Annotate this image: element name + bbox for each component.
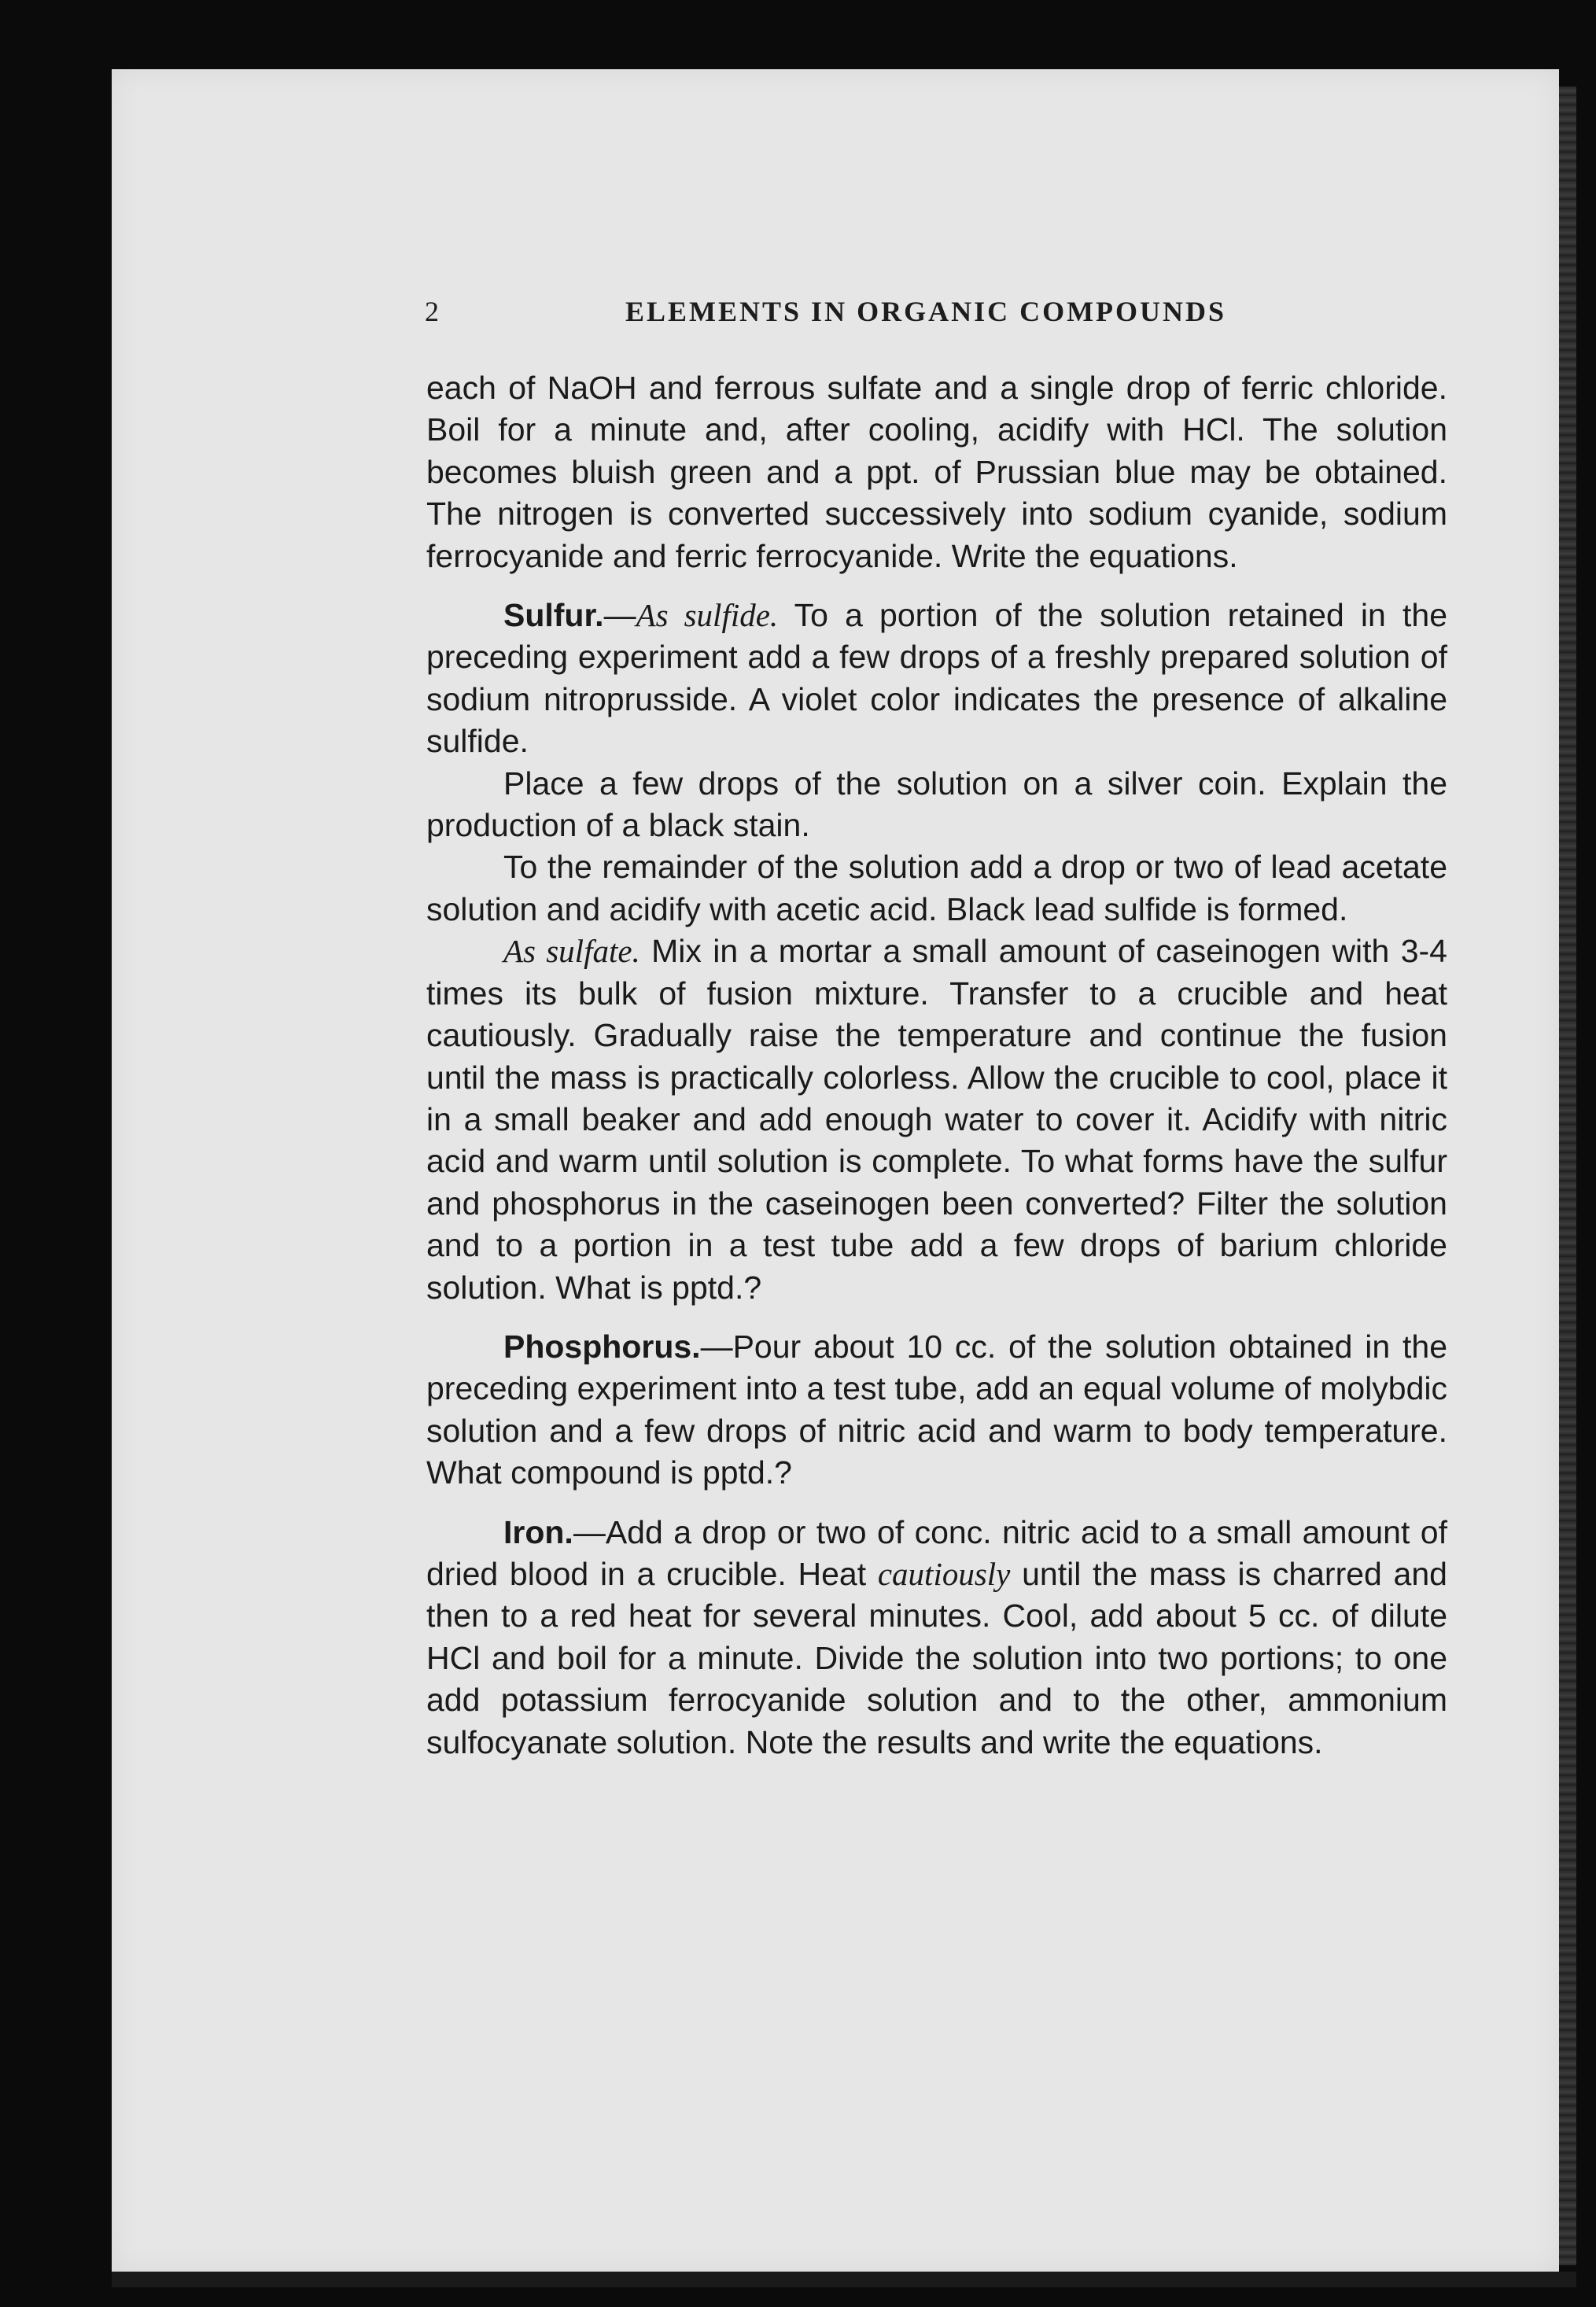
paragraph-nitrogen-continued: [426, 367, 1447, 577]
section-heading-sulfur: Sulfur.: [503, 597, 604, 634]
subheading-as-sulfide: As sulfide.: [636, 597, 779, 634]
paragraph-text: To a portion of the solution retained in the preceding experiment add a few drops of a freshly prepared solution of sodium nitroprusside. A violet color indicates the presence of alkaline sulfide.: [426, 597, 1447, 760]
page-number: 2: [425, 296, 440, 327]
running-title: ELEMENTS IN ORGANIC COMPOUNDS: [625, 296, 1227, 327]
em-dash: —: [700, 1328, 733, 1365]
paragraph-lead-acetate: [426, 846, 1447, 931]
paragraph-as-sulfate: [426, 931, 1447, 1309]
page-bottom-edge: [112, 2272, 1576, 2287]
em-dash: —: [603, 597, 636, 634]
paragraph-text: until the mass is charred and then to a red heat for several minutes. Cool, add about 5 cc. of dilute HCl and boil for a minute. Divide the solution into two portions; to one add potassium ferrocyanide solution and to the other, ammonium sulfocyanate solution. Note the results and write the equations.: [426, 1555, 1447, 1760]
subheading-as-sulfate: As sulfate.: [503, 933, 640, 970]
book-binding-edge: [1559, 87, 1576, 2265]
em-dash: —: [573, 1513, 606, 1550]
paragraph-sulfur: [426, 595, 1447, 763]
paragraph-silver-coin: [426, 763, 1447, 847]
paragraph-iron: [426, 1512, 1447, 1763]
paragraph-text: To the remainder of the solution add a drop or two of lead acetate solution and acidify with acetic acid. Black lead sulfide is formed.: [426, 849, 1447, 927]
paragraph-text: Add a drop or two of conc. nitric acid to a small amount of dried blood in a crucible. Heat: [426, 1513, 1447, 1592]
running-header: [425, 295, 1243, 333]
paragraph-text: Pour about 10 cc. of the solution obtained in the preceding experiment into a test tube, add an equal volume of molybdic solution and a few drops of nitric acid and warm to body temperature. What compound is pptd.?: [426, 1328, 1447, 1491]
page-body: [426, 367, 1447, 1763]
emphasis-cautiously: cautiously: [877, 1555, 1011, 1592]
section-heading-phosphorus: Phosphorus.: [503, 1328, 701, 1365]
paragraph-text: Mix in a mortar a small amount of caseinogen with 3-4 times its bulk of fusion mixture. Transfer to a crucible and heat cautiously. Gradually raise the temperature and continue the fusion until the mass is practically colorless. Allow the crucible to cool, place it in a small beaker and add enough water to cover it. Acidify with nitric acid and warm until solution is complete. To what forms have the sulfur and phosphorus in the caseinogen been converted? Filter the solution and to a portion in a test tube add a few drops of barium chloride solution. What is pptd.?: [426, 933, 1447, 1306]
paragraph-text: each of NaOH and ferrous sulfate and a single drop of ferric chloride. Boil for a minute and, after cooling, acidify with HCl. The solution becomes bluish green and a ppt. of Prussian blue may be obtained. The nitrogen is converted successively into sodium cyanide, sodium ferrocyanide and ferric ferrocyanide. Write the equations.: [426, 370, 1447, 574]
section-heading-iron: Iron.: [503, 1513, 573, 1550]
paragraph-phosphorus: [426, 1326, 1447, 1494]
paragraph-text: Place a few drops of the solution on a silver coin. Explain the production of a black stain.: [426, 765, 1447, 844]
